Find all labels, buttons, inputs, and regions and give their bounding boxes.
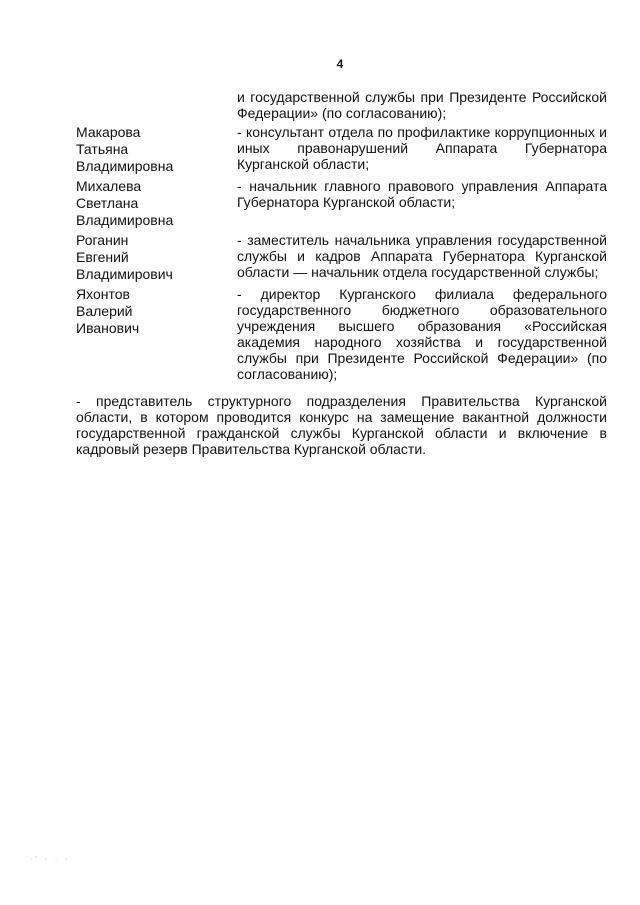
- member-name-part: Владимировна: [76, 212, 174, 228]
- page-number: 4: [336, 57, 344, 71]
- member-name-part: Владимировна: [76, 158, 174, 174]
- member-name-part: Валерий: [76, 303, 133, 319]
- member-name-part: Роганин: [76, 232, 129, 248]
- member-row: [76, 178, 607, 229]
- member-name: [76, 124, 237, 175]
- member-name: [76, 178, 237, 229]
- member-role: - консультант отдела по профилактике коррупционных и иных правонарушений Аппарата Губернатора Курганской области;: [237, 124, 607, 172]
- member-name-part: Иванович: [76, 320, 140, 336]
- member-name-part: Татьяна: [76, 141, 129, 157]
- member-row: [76, 286, 607, 382]
- closing-paragraph: - представитель структурного подразделения Правительства Курганской области, в котором проводится конкурс на замещение вакантной должности государственной гражданской службы Курганской области и включение в кадровый резерв Правительства Курганской области.: [76, 393, 607, 457]
- member-role: и государственной службы при Президенте Российской Федерации» (по согласованию);: [237, 89, 607, 121]
- member-role: - заместитель начальника управления государственной службы и кадров Аппарата Губернатора Курганской области — начальник отдела государственной службы;: [237, 232, 607, 280]
- member-name-part: Светлана: [76, 195, 139, 211]
- member-name-part: Евгений: [76, 249, 129, 265]
- member-name-part: Яхонтов: [76, 286, 130, 302]
- member-row: [76, 232, 607, 283]
- member-name-part: Михалева: [76, 178, 142, 194]
- member-role: - директор Курганского филиала федерального государственного бюджетного образовательного учреждения высшего образования «Российская академия народного хозяйства и государственной службы при Президенте Российской Федерации» (по согласованию);: [237, 286, 607, 382]
- member-name: [76, 286, 237, 337]
- member-role: - начальник главного правового управления Аппарата Губернатора Курганской области;: [237, 178, 607, 210]
- commission-members-list: [76, 89, 607, 385]
- scan-artifact: ·' · · ·: [30, 856, 71, 863]
- member-name-part: Владимирович: [76, 266, 173, 282]
- member-row: [76, 89, 607, 121]
- member-row: [76, 124, 607, 175]
- member-name: [76, 232, 237, 283]
- member-name-part: Макарова: [76, 124, 141, 140]
